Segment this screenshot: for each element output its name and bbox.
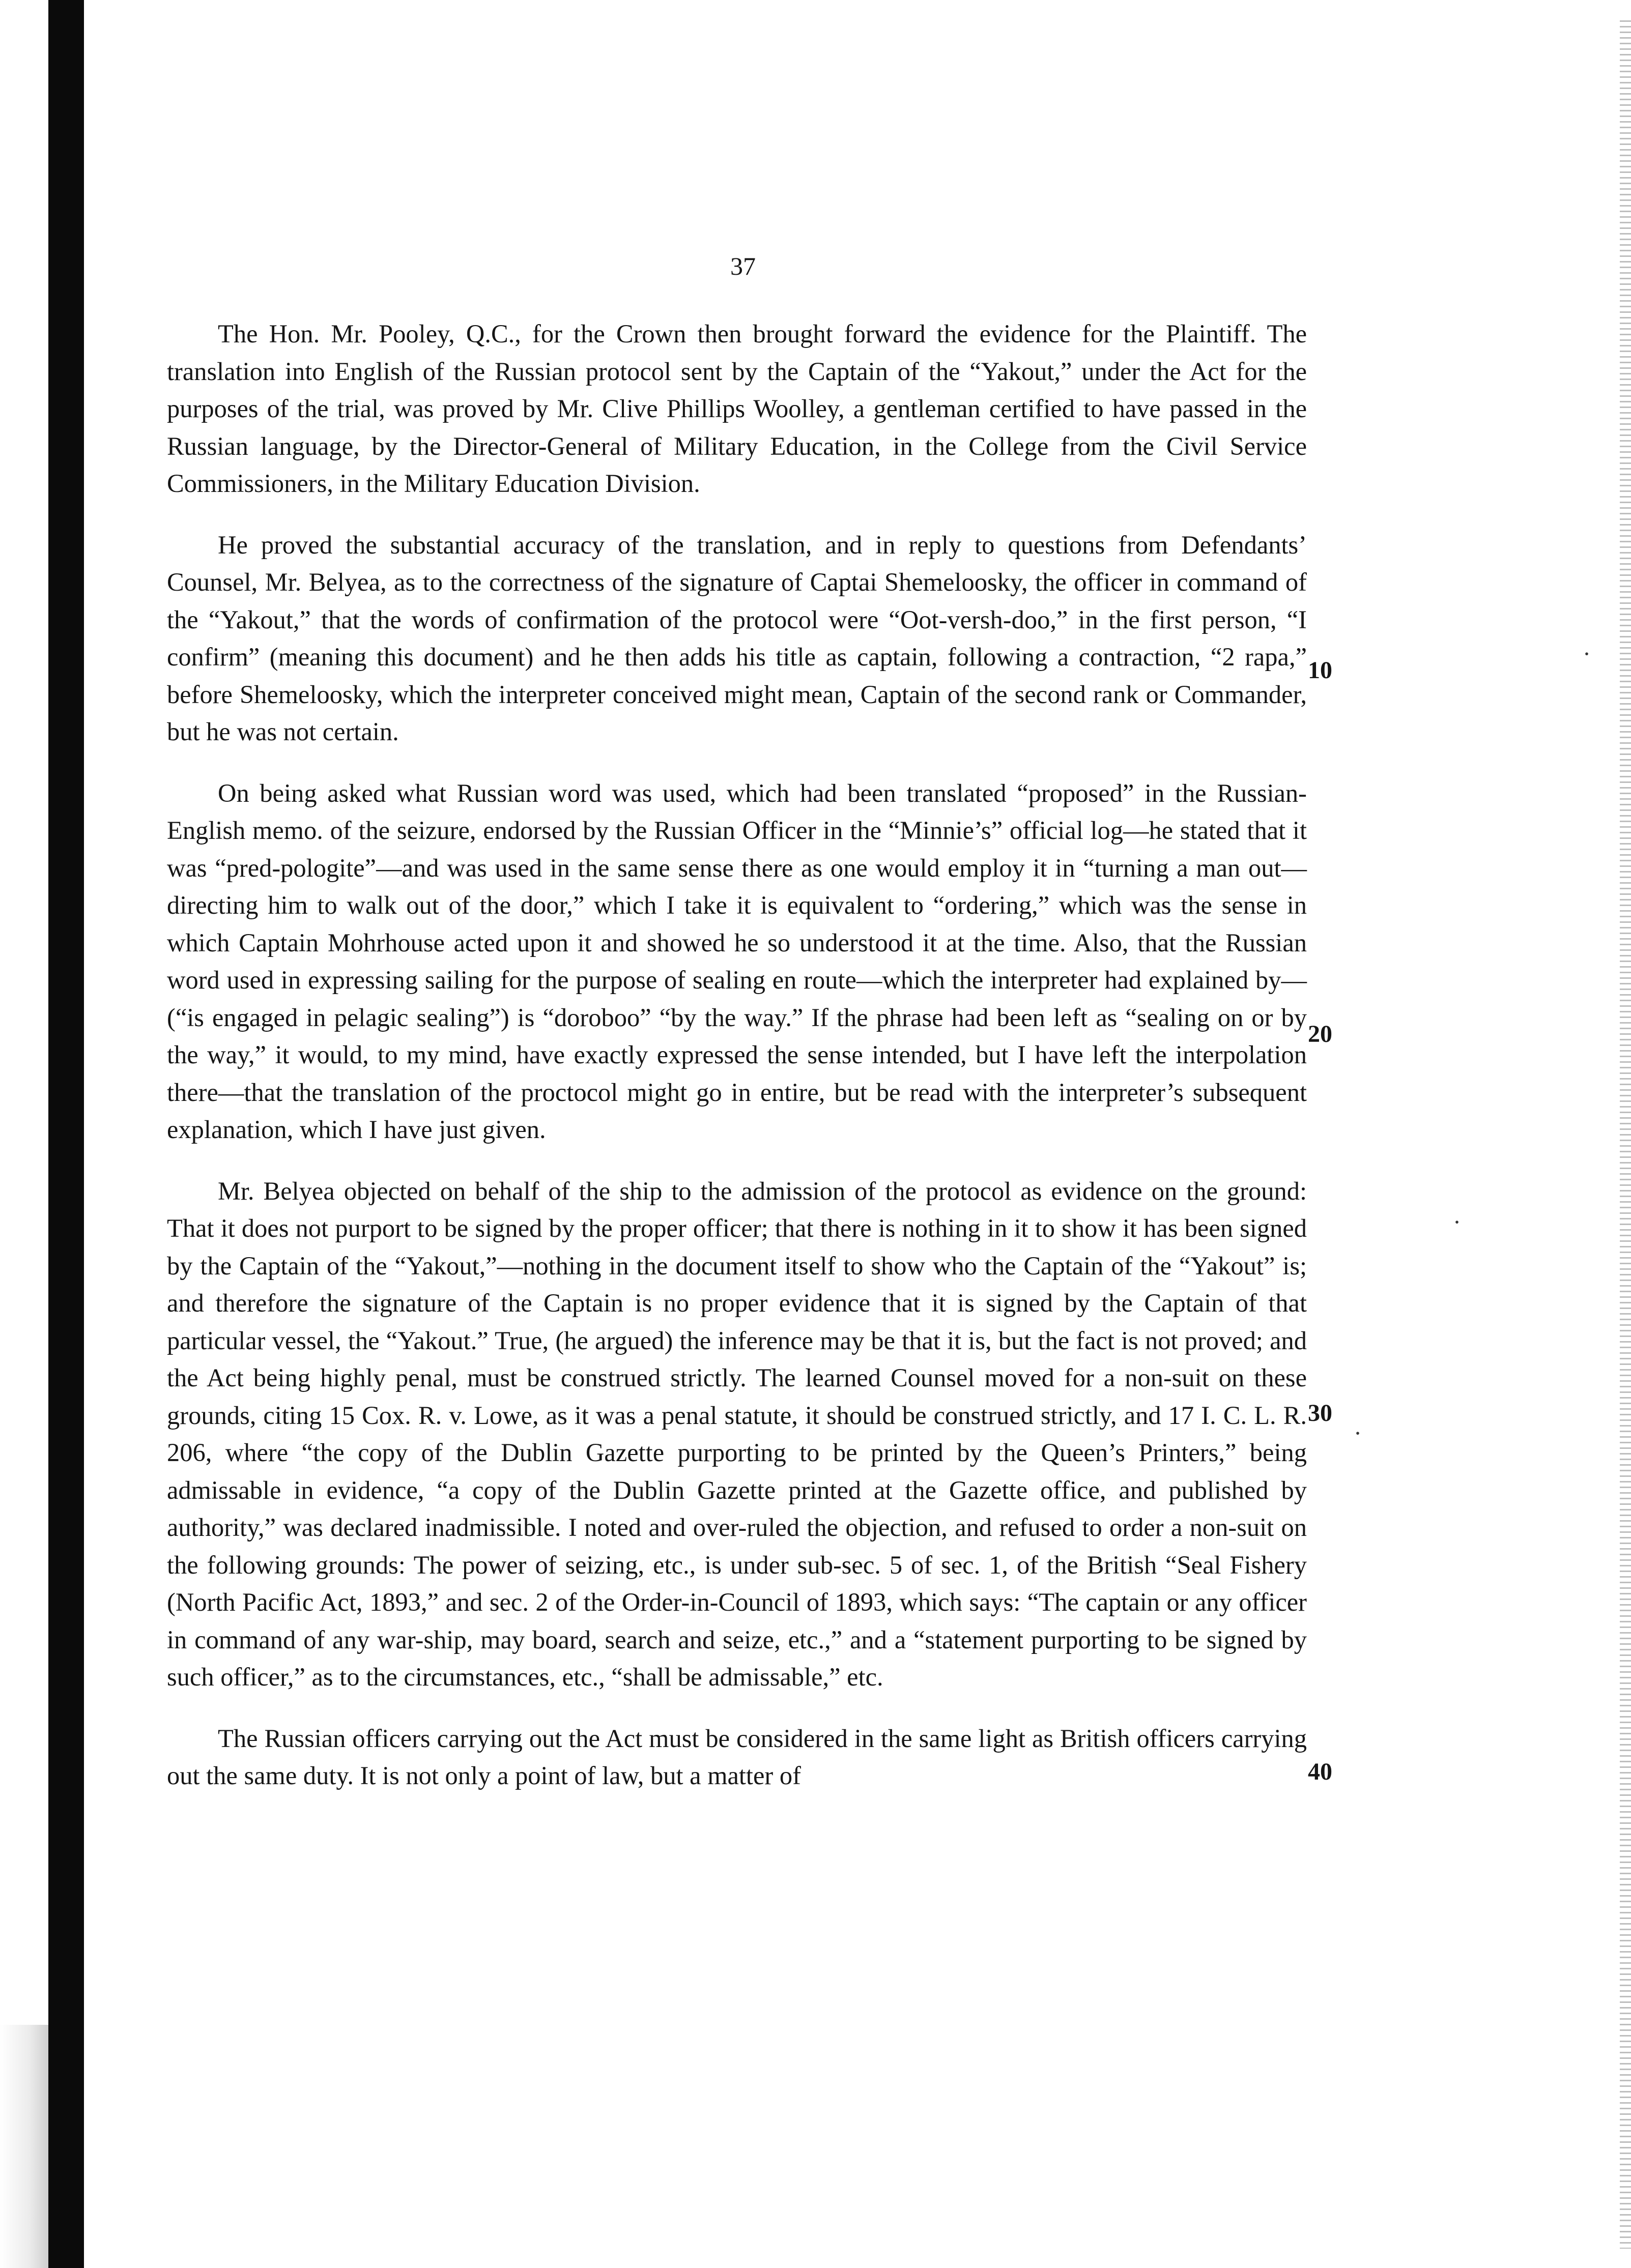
document-body (167, 315, 1307, 1819)
paragraph: Mr. Belyea objected on behalf of the ship to the admission of the protocol as evidence on the ground: That it does not purport to be signed by the proper officer; that there is nothing in it to show it has been signed by the Captain of the “Yakout,”—nothing in the document itself to show who the Captain of the “Yakout” is; and therefore the signature of the Captain is no proper evidence that it is signed by the Captain of that particular vessel, the “Yakout.” True, (he argued) the inference may be that it is, but the fact is not proved; and the Act being highly penal, must be construed strictly. The learned Counsel moved for a non-suit on these grounds, citing 15 Cox. R. v. Lowe, as it was a penal statute, it should be construed strictly, and 17 I. C. L. R. 206, where “the copy of the Dublin Gazette purporting to be printed by the Queen’s Printers,” being admissable in evidence, “a copy of the Dublin Gazette printed at the Gazette office, and published by authority,” was declared inadmissible. I noted and over-ruled the objection, and refused to order a non-suit on the following grounds: The power of seizing, etc., is under sub-sec. 5 of sec. 1, of the British “Seal Fishery (North Pacific Act, 1893,” and sec. 2 of the Order-in-Council of 1893, which says: “The captain or any officer in command of any war-ship, may board, search and seize, etc.,” and a “statement purporting to be signed by such officer,” as to the circumstances, etc., “shall be admissable,” etc. (167, 1176, 1307, 1691)
margin-mark: · (1354, 1420, 1362, 1447)
page-number: 37 (730, 252, 756, 280)
paragraph: The Hon. Mr. Pooley, Q.C., for the Crown then brought forward the evidence for the Plaintiff. The translation into English of the Russian protocol sent by the Captain of the “Yakout,” under the Act for the purposes of the trial, was proved by Mr. Clive Phillips Woolley, a gentleman certified to have passed in the Russian language, by the Director-General of Military Education, in the College from the Civil Service Commissioners, in the Military Education Division. (167, 319, 1307, 498)
line-number: 20 (1308, 1021, 1332, 1048)
paragraph: He proved the substantial accuracy of the translation, and in reply to questions from Defendants’ Counsel, Mr. Belyea, as to the correctness of the signature of Captai Shemeloosky, the officer in command of the “Yakout,” that the words of confirmation of the protocol were “Oot-versh-doo,” in the first person, “I confirm” (meaning this document) and he then adds his title as captain, following a contraction, “2 rapa,” before Shemeloosky, which the interpreter conceived might mean, Captain of the second rank or Commander, but he was not certain. (167, 530, 1307, 746)
scan-edge-shadow (0, 2025, 48, 2268)
line-number: 40 (1308, 1758, 1332, 1785)
line-number: 10 (1308, 657, 1332, 684)
scan-border-right (1620, 20, 1631, 2249)
paragraph: On being asked what Russian word was used, which had been translated “proposed” in the Russian-English memo. of the seizure, endorsed by the Russian Officer in the “Minnie’s” official log—he stated that it was “pred-pologite”—and was used in the same sense there as one would employ it in “turning a man out—directing him to walk out of the door,” which I take it is equivalent to “ordering,” which was the sense in which Captain Mohrhouse acted upon it and showed he so understood it at the time. Also, that the Russian word used in expressing sailing for the purpose of sealing en route—which the interpreter had explained by—(“is engaged in pelagic sealing”) is “doroboo” “by the way.” If the phrase had been left as “sealing on or by the way,” it would, to my mind, have exactly expressed the sense intended, but I have left the interpolation there—that the translation of the proctocol might go in entire, but be read with the interpreter’s subsequent explanation, which I have just given. (167, 778, 1307, 1144)
paragraph: The Russian officers carrying out the Act must be considered in the same light as British officers carrying out the same duty. It is not only a point of law, but a matter of (167, 1724, 1307, 1790)
scan-border-left (48, 0, 84, 2268)
margin-mark: · (1453, 1209, 1461, 1236)
line-number: 30 (1308, 1400, 1332, 1427)
margin-mark: · (1583, 641, 1591, 667)
